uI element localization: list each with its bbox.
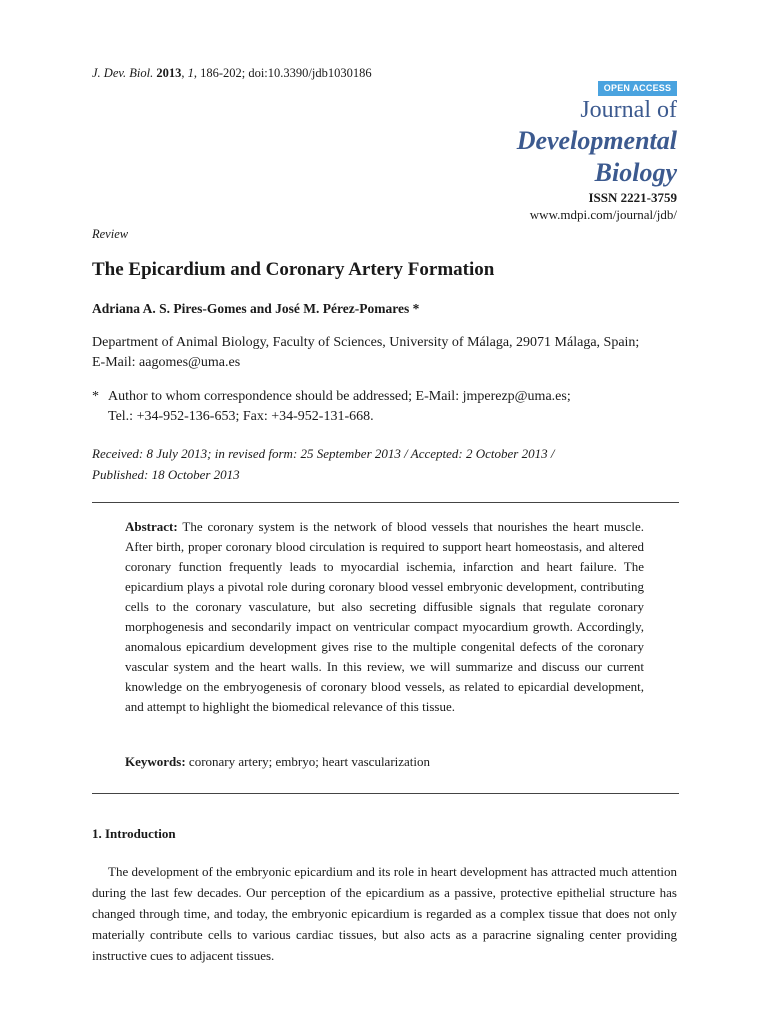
correspondence-star: * — [92, 389, 99, 404]
affiliation-email[interactable]: E-Mail: aagomes@uma.es — [92, 355, 241, 370]
dates-line1: Received: 8 July 2013; in revised form: 25 September 2013 / Accepted: 2 October 2013 / — [92, 446, 555, 461]
affiliation-line1: Department of Animal Biology, Faculty of Sciences, University of Málaga, 29071 Málaga, Spain; — [92, 335, 640, 350]
citation-pages-doi: , 186-202; doi:10.3390/jdb1030186 — [193, 66, 372, 80]
author-list: Adriana A. S. Pires-Gomes and José M. Pérez-Pomares * — [92, 301, 420, 316]
journal-name-line2: Developmental — [516, 126, 677, 155]
journal-url[interactable]: www.mdpi.com/journal/jdb/ — [529, 207, 677, 222]
bottom-divider — [92, 793, 679, 794]
article-type: Review — [92, 227, 129, 241]
keywords-label: Keywords: — [125, 754, 186, 769]
abstract-text: The coronary system is the network of blood vessels that nourishes the heart muscle. After birth, proper coronary blood circulation is required to support heart homeostasis, and altered coronary function frequently leads to myocardial ischemia, infarction and heart failure. The epicardium plays a pivotal role during coronary blood vessel embryonic development, contributing cells to the coronary vasculature, but also secreting diffusible signals that regulate coronary morphogenesis and secondarily impact on ventricular compact myocardium growth. Accordingly, anomalous epicardium development gives rise to the multiple congenital defects of the coronary vascular system and the heart walls. In this review, we will summarize and discuss our current knowledge on the embryogenesis of coronary blood vessels, as related to epicardial development, and attempt to highlight the biomedical relevance of this tissue. — [125, 519, 645, 714]
article-title: The Epicardium and Coronary Artery Formation — [92, 259, 495, 280]
correspondence-note — [92, 387, 571, 427]
open-access-badge: OPEN ACCESS — [598, 81, 677, 96]
top-divider — [92, 502, 679, 503]
journal-abbreviation: J. Dev. Biol. — [92, 66, 154, 80]
journal-name-line3: Biology — [594, 158, 677, 187]
introduction-paragraph: The development of the embryonic epicardium and its role in heart development has attracted much attention during the last few decades. Our perception of the epicardium as a passive, protective epithelial structure has changed through time, and today, the embryonic epicardium is regarded as a complex tissue that does not only materially contribute cells to various cardiac tissues, but also acts as a paracrine signaling center providing instructive cues to adjacent tissues. — [92, 864, 677, 963]
article-dates — [92, 443, 612, 485]
citation-line: J. Dev. Biol. 2013, 1, 186-202; doi:10.3390/jdb1030186 — [92, 66, 372, 80]
correspondence-line1: Author to whom correspondence should be addressed; E-Mail: jmperezp@uma.es; — [108, 389, 571, 404]
abstract-label: Abstract: — [125, 519, 178, 534]
citation-year: 2013 — [156, 66, 182, 80]
journal-issn: ISSN 2221-3759 — [588, 190, 677, 205]
dates-line2: Published: 18 October 2013 — [92, 467, 240, 482]
abstract-block — [125, 517, 644, 717]
keywords-text: coronary artery; embryo; heart vascularization — [188, 754, 431, 769]
keywords-block — [125, 754, 430, 770]
correspondence-line2: Tel.: +34-952-136-653; Fax: +34-952-131-668. — [108, 409, 374, 424]
affiliation — [92, 333, 639, 373]
citation-volume: 1 — [187, 66, 194, 80]
section-heading: 1. Introduction — [92, 826, 176, 841]
journal-name-line1: Journal of — [580, 97, 677, 123]
